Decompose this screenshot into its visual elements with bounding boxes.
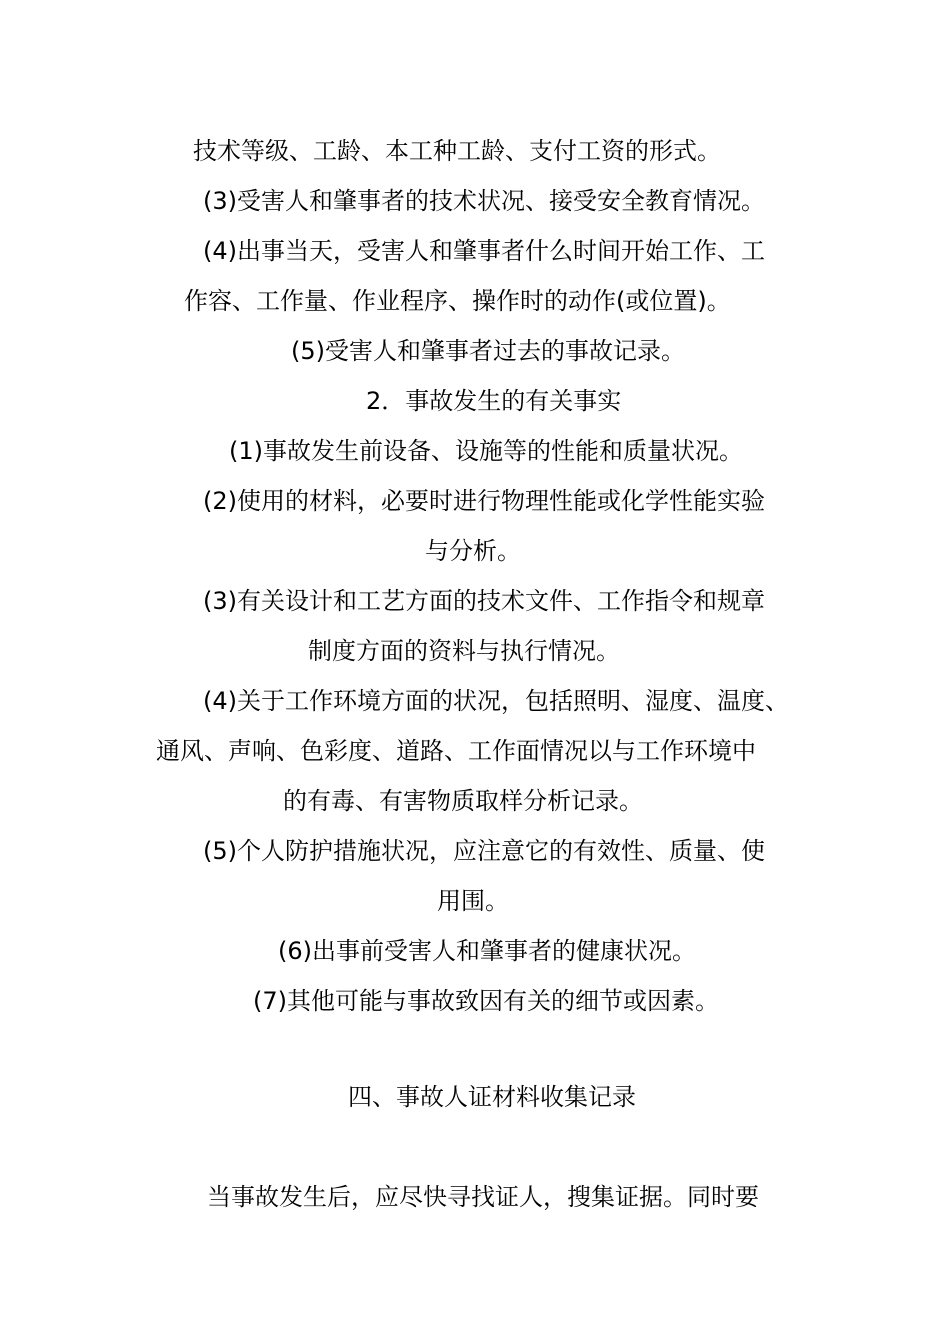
text-line-6: 2．事故发生的有关事实 (366, 387, 622, 415)
text-line-9: 与分析。 (425, 537, 521, 565)
text-line-11: 制度方面的资料与执行情况。 (308, 637, 620, 665)
text-line-18: (7)其他可能与事故致因有关的细节或因素。 (253, 987, 719, 1015)
text-line-10: (3)有关设计和工艺方面的技术文件、工作指令和规章 (203, 587, 765, 615)
text-line-1: 技术等级、工龄、本工种工龄、支付工资的形式。 (193, 137, 721, 165)
text-line-13: 通风、声响、色彩度、道路、工作面情况以与工作环境中 (156, 737, 756, 765)
paragraph-start: 当事故发生后，应尽快寻找证人，搜集证据。同时要 (207, 1183, 759, 1211)
text-line-15: (5)个人防护措施状况，应注意它的有效性、质量、使 (203, 837, 765, 865)
text-line-2: (3)受害人和肇事者的技术状况、接受安全教育情况。 (203, 187, 765, 215)
text-line-5: (5)受害人和肇事者过去的事故记录。 (291, 337, 685, 365)
text-line-7: (1)事故发生前设备、设施等的性能和质量状况。 (229, 437, 743, 465)
text-line-8: (2)使用的材料，必要时进行物理性能或化学性能实验 (203, 487, 765, 515)
text-line-4: 作容、工作量、作业程序、操作时的动作(或位置)。 (184, 287, 731, 315)
text-line-14: 的有毒、有害物质取样分析记录。 (283, 787, 643, 815)
section-heading: 四、事故人证材料收集记录 (348, 1083, 636, 1111)
text-line-17: (6)出事前受害人和肇事者的健康状况。 (278, 937, 696, 965)
text-line-3: (4)出事当天，受害人和肇事者什么时间开始工作、工 (203, 237, 765, 265)
text-line-12: (4)关于工作环境方面的状况，包括照明、湿度、温度、 (203, 687, 789, 715)
text-line-16: 用围。 (437, 887, 509, 915)
